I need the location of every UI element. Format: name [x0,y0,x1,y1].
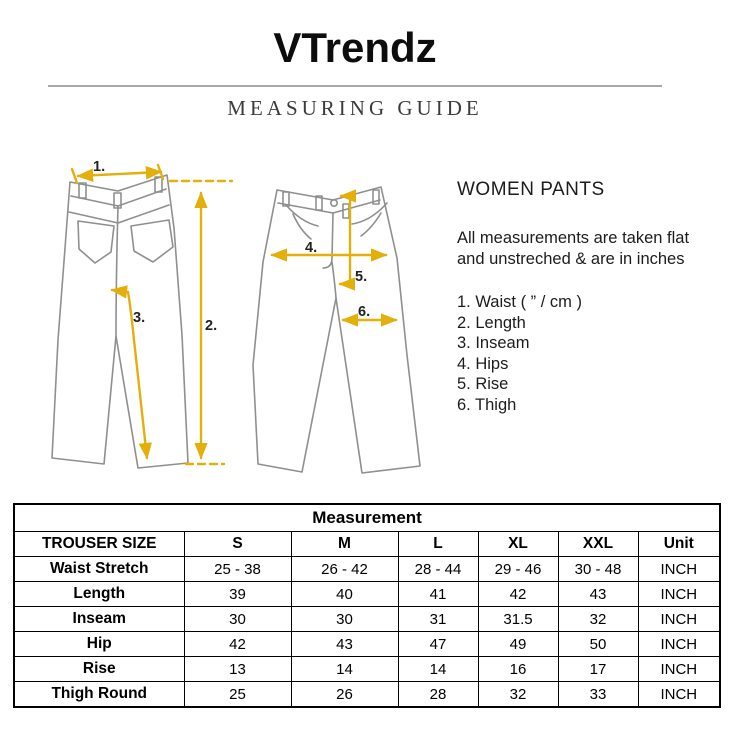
table-cell: 41 [398,582,478,607]
measurement-arrows [72,165,396,464]
table-cell: 26 [291,682,398,708]
info-heading: WOMEN PANTS [457,179,605,200]
table-cell: 32 [478,682,558,708]
pants-front-view [253,187,420,473]
back-pocket-left [78,221,114,263]
row-label: Hip [14,632,184,657]
list-item-length: 2. Length [457,313,526,332]
table-cell: 30 [291,607,398,632]
note-line-1: All measurements are taken flat [457,229,690,247]
col-header-unit: Unit [638,532,720,557]
table-title: Measurement [14,504,720,532]
col-header-m: M [291,532,398,557]
row-label: Rise [14,657,184,682]
table-row-hip [14,632,720,657]
note-line-2: and unstreched & are in inches [457,250,685,268]
front-belt-loop-right [343,204,349,218]
pants-back-view [52,175,188,468]
front-pocket-left-bag [293,214,311,239]
table-cell: 16 [478,657,558,682]
col-header-xxl: XXL [558,532,638,557]
row-label: Inseam [14,607,184,632]
measurement-list [457,292,734,415]
unit-cell: INCH [638,632,720,657]
table-header-row [14,532,720,557]
table-cell: 40 [291,582,398,607]
table-cell: 30 - 48 [558,557,638,582]
table-row-length [14,582,720,607]
table-cell: 33 [558,682,638,708]
list-item-thigh: 6. Thigh [457,395,517,414]
front-button [331,200,337,206]
table-cell: 14 [291,657,398,682]
row-label: Thigh Round [14,682,184,708]
unit-cell: INCH [638,582,720,607]
front-fly-seam [323,213,333,268]
row-label: Length [14,582,184,607]
waist-arrow-label: 1. [93,159,106,175]
table-cell: 25 [184,682,291,708]
unit-cell: INCH [638,557,720,582]
col-header-l: L [398,532,478,557]
list-item-hips: 4. Hips [457,354,509,373]
thigh-arrow-label: 6. [358,304,371,320]
table-cell: 17 [558,657,638,682]
row-label: Waist Stretch [14,557,184,582]
front-crotch-seam [332,262,336,298]
table-cell: 49 [478,632,558,657]
table-cell: 39 [184,582,291,607]
table-cell: 42 [478,582,558,607]
unit-cell: INCH [638,682,720,708]
table-cell: 43 [291,632,398,657]
list-item-waist: 1. Waist ( ” / cm ) [457,293,582,311]
table-row-rise [14,657,720,682]
table-row-inseam [14,607,720,632]
brand-logo-text: VTrendz [273,24,437,71]
col-header-xl: XL [478,532,558,557]
list-item-inseam: 3. Inseam [457,334,530,352]
unit-cell: INCH [638,657,720,682]
col-header-s: S [184,532,291,557]
size-table [13,503,721,708]
back-pocket-right [131,220,173,262]
table-cell: 13 [184,657,291,682]
waist-arrow-tick-left [72,169,77,183]
table-cell: 31 [398,607,478,632]
front-waistband-seam [278,200,380,213]
table-row-waist-stretch [14,557,720,582]
table-cell: 31.5 [478,607,558,632]
table-cell: 42 [184,632,291,657]
info-panel [457,179,734,415]
list-item-rise: 5. Rise [457,375,509,393]
table-row-thigh-round [14,682,720,708]
table-cell: 32 [558,607,638,632]
table-cell: 14 [398,657,478,682]
hips-arrow-label: 4. [305,240,318,256]
col-header-trouser-size: TROUSER SIZE [14,532,184,557]
waist-arrow [78,172,161,176]
back-pants-outline [52,175,188,468]
unit-cell: INCH [638,607,720,632]
measurement-note [457,228,734,270]
table-cell: 26 - 42 [291,557,398,582]
table-cell: 43 [558,582,638,607]
length-arrow-label: 2. [205,318,218,334]
table-cell: 29 - 46 [478,557,558,582]
table-cell: 50 [558,632,638,657]
table-cell: 30 [184,607,291,632]
table-title-row [14,504,720,532]
rise-arrow-label: 5. [355,269,368,285]
back-center-seam [116,206,118,336]
inseam-arrow-label: 3. [133,310,146,326]
table-cell: 28 [398,682,478,708]
table-cell: 25 - 38 [184,557,291,582]
front-pants-outline [253,187,420,473]
page-subtitle: MEASURING GUIDE [227,96,483,120]
table-cell: 28 - 44 [398,557,478,582]
table-cell: 47 [398,632,478,657]
